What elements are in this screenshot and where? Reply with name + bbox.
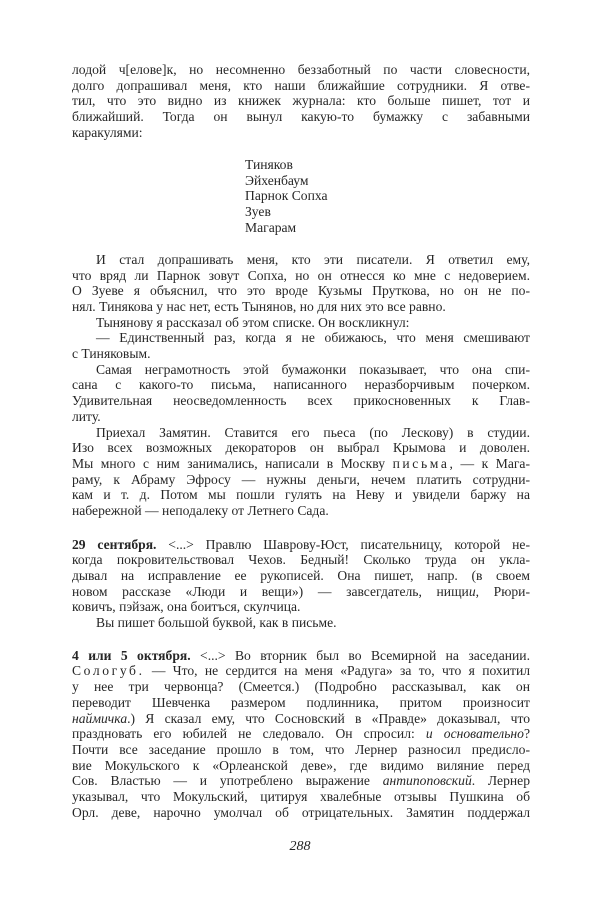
text-line [72, 805, 530, 821]
text-segment: тил, что это видно из книжек журнала: кто больше пишет, тот и [72, 93, 530, 109]
text-segment: Парнок Сопха [245, 188, 328, 204]
paragraph [72, 252, 530, 315]
text-line [72, 409, 530, 425]
text-line [72, 299, 530, 315]
text-segment: новом рассказе «Люди и вещи») — завсегдатель, нищи [72, 583, 469, 599]
text-line [72, 125, 530, 141]
text-line [72, 330, 530, 346]
text-line [72, 377, 530, 393]
paragraph [72, 425, 530, 519]
text-segment: указывал, что Мокульский, цитируя хвалебные отзывы Пушкина об [72, 788, 530, 804]
page-number: 288 [289, 839, 311, 854]
text-segment: Приехал Замятин. Ставится его пьеса (по Лескову) в студии. [96, 424, 530, 440]
spaced-text: Сологуб. [72, 663, 145, 679]
italic-text: наймичка [72, 710, 128, 726]
text-segment: дывал на исправление ее рукописей. Она пишет, напр. (в своем [72, 568, 530, 584]
text-line [245, 157, 530, 173]
text-line [245, 173, 530, 189]
text-line [72, 425, 530, 441]
text-line [245, 220, 530, 236]
italic-text: антипоповский [382, 773, 472, 789]
text-line [72, 393, 530, 409]
text-segment: кам и т. д. Потом мы пошли гулять на Неву и увидели баржу на [72, 487, 530, 503]
text-line [72, 109, 530, 125]
text-line [72, 346, 530, 362]
text-line [72, 62, 530, 78]
text-segment: Самая неграмотность этой бумажонки показывает, что она спи- [96, 361, 530, 377]
text-line [72, 268, 530, 284]
text-segment: когда покровительствовал Чехов. Бедный! Сколько труда он укла- [72, 552, 530, 568]
text-line [72, 252, 530, 268]
text-segment: переводит Шевченка размером подлинника, притом произносит [72, 694, 530, 710]
text-line [72, 487, 530, 503]
text-segment: ближайший. Тогда он вынул какую-то бумажку с забавными [72, 109, 530, 125]
text-line [72, 789, 530, 805]
text-segment: сана с какого-то письма, написанного неразборчивым почерком. [72, 377, 530, 393]
text-segment: — Что, не сердится на меня «Радуга» за то, что я похитил [144, 663, 530, 679]
text-line [72, 440, 530, 456]
text-segment: <...> Во вторник был во Всемирной на заседании. [190, 647, 530, 663]
paragraph [72, 315, 530, 331]
text-line [72, 695, 530, 711]
paragraph [72, 62, 530, 140]
text-segment: ? [523, 726, 530, 742]
page-body [72, 62, 530, 820]
text-line [72, 568, 530, 584]
text-segment: чица. [269, 599, 301, 615]
text-segment: О Зуеве я объяснил, что это вроде Кузьмы Пруткова, но он не по- [72, 283, 530, 299]
text-segment: Вы пишет большой буквой, как в письме. [96, 615, 337, 631]
text-segment: Мы много с ним занимались, написали в Москву [72, 455, 393, 471]
diary-entry-oct-4-5 [72, 648, 530, 821]
text-line [72, 726, 530, 742]
text-segment: Тиняков [245, 157, 293, 173]
text-line [72, 78, 530, 94]
text-segment: Почти все заседание прошло в том, что Лернер разносил предисло- [72, 741, 530, 757]
text-segment: ковичъ, пэйзаж, она боитъся, ску [72, 599, 263, 615]
text-segment: Удивительная неосведомленность всех прикосновенных к Глав- [72, 393, 530, 409]
text-line [72, 773, 530, 789]
text-line [245, 188, 530, 204]
text-line [72, 456, 530, 472]
text-line [72, 599, 530, 615]
text-segment: раму, к Абраму Эфросу — нужны деньги, нечем платить сотрудни- [72, 471, 530, 487]
text-line [72, 584, 530, 600]
text-line [72, 315, 530, 331]
text-segment: набережной — неподалеку от Летнего Сада. [72, 502, 329, 518]
text-segment: Тынянову я рассказал об этом списке. Он воскликнул: [96, 314, 410, 330]
text-segment: , Рюри- [475, 583, 530, 599]
text-segment: Изо всех возможных декораторов он выбрал Крымова и доволен. [72, 440, 530, 456]
text-segment: . Лернер [471, 773, 530, 789]
text-segment: — Единственный раз, когда я не обижаюсь, что меня смешивают [96, 330, 530, 346]
text-line [72, 503, 530, 519]
text-segment: <...> Правлю Шаврову-Юст, писательницу, которой не- [156, 536, 530, 552]
text-line [72, 362, 530, 378]
text-line [72, 663, 530, 679]
text-segment: литу. [72, 408, 101, 424]
text-line [72, 537, 530, 553]
text-segment: нял. Тинякова у нас нет, есть Тынянов, но для них это все равно. [72, 299, 446, 315]
entry-date: 4 или 5 октября. [72, 647, 191, 663]
text-line [72, 742, 530, 758]
text-line [72, 679, 530, 695]
text-segment: Эйхенбаум [245, 172, 309, 188]
text-segment: что вряд ли Парнок зовут Сопха, но он отнесся ко мне с недоверием. [72, 267, 530, 283]
paragraph [72, 615, 530, 631]
text-line [72, 552, 530, 568]
text-segment: .) Я сказал ему, что Сосновский в «Правде» доказывал, что [127, 710, 530, 726]
text-line [72, 648, 530, 664]
name-list [72, 157, 530, 235]
text-segment: Сов. Властью — и употреблено выражение [72, 773, 383, 789]
text-line [245, 204, 530, 220]
paragraph [72, 362, 530, 425]
italic-text: и [468, 583, 476, 599]
text-segment: у нее три червонца? (Смеется.) (Подробно рассказывал, как он [72, 679, 530, 695]
dialogue-paragraph [72, 330, 530, 361]
spaced-text: письма [392, 455, 450, 471]
text-segment: лодой ч[елове]к, но несомненно беззаботный по части словесности, [72, 62, 530, 77]
diary-entry-sep-29 [72, 537, 530, 615]
text-segment: И стал допрашивать меня, кто эти писатели. Я ответил ему, [96, 251, 530, 267]
text-segment: Зуев [245, 204, 271, 220]
text-segment: с Тиняковым. [72, 346, 151, 362]
text-line [72, 472, 530, 488]
text-line [72, 283, 530, 299]
text-segment: вие Мокульского к «Орлеанской деве», где видимо виляние перед [72, 757, 530, 773]
text-line [72, 615, 530, 631]
entry-date: 29 сентября. [72, 536, 157, 552]
italic-text: п [262, 599, 270, 615]
text-line [72, 93, 530, 109]
text-line [72, 711, 530, 727]
text-segment: долго допрашивал меня, кто наши ближайшие сотрудники. Я отве- [72, 77, 530, 93]
text-line [72, 758, 530, 774]
text-segment: каракулями: [72, 124, 143, 140]
text-segment: Орл. деве, нарочно умолчал об отрицательных. Замятин поддержал [72, 804, 530, 820]
text-segment: праздновать его юбилей не следовало. Он спросил: [72, 726, 426, 742]
text-segment: Магарам [245, 219, 297, 235]
text-segment: , — к Мага- [449, 455, 530, 471]
italic-text: и основательно [425, 726, 524, 742]
